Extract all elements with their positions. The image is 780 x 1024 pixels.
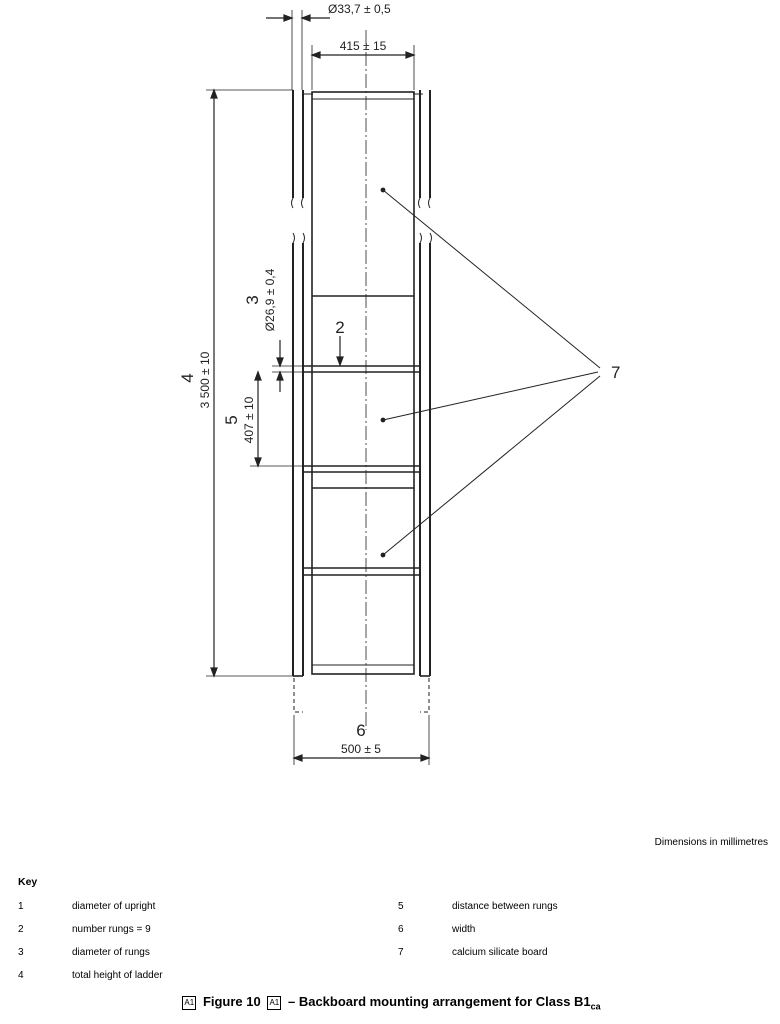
key-item-number: 7	[398, 947, 404, 958]
key-item-number: 3	[18, 947, 24, 958]
key-item-number: 5	[398, 901, 404, 912]
class-subscript: ca	[590, 1001, 601, 1012]
key-item-text: number rungs = 9	[72, 924, 151, 935]
inner-width-label: 415 ± 15	[339, 39, 387, 53]
key-item-text: distance between rungs	[452, 901, 558, 912]
key-item-number: 6	[398, 924, 404, 935]
key-item-number: 2	[18, 924, 24, 935]
callout-6: 6	[356, 721, 366, 740]
callout-4: 4	[178, 373, 197, 383]
key-item-text: diameter of rungs	[72, 947, 150, 958]
key-item-text: width	[452, 924, 476, 935]
figure-caption	[0, 994, 780, 1012]
rung-spacing-label: 407 ± 10	[242, 396, 256, 444]
key-item-text: calcium silicate board	[452, 947, 548, 958]
units-note: Dimensions in millimetres	[654, 837, 768, 848]
amendment-start-marker: A1	[182, 996, 196, 1010]
key-item-text: total height of ladder	[72, 970, 163, 981]
callout-3: 3	[243, 295, 262, 305]
key-item-text: diameter of upright	[72, 901, 156, 912]
upright-diameter-label: Ø33,7 ± 0,5	[328, 2, 391, 16]
figure-title: – Backboard mounting arrangement for Class B1	[287, 994, 591, 1009]
rung-diameter-label: Ø26,9 ± 0,4	[263, 268, 277, 332]
figure-number: Figure 10	[202, 994, 261, 1009]
total-height-label: 3 500 ± 10	[198, 351, 212, 409]
amendment-end-marker: A1	[267, 996, 281, 1010]
callout-2: 2	[335, 318, 345, 337]
key-item-number: 4	[18, 970, 24, 981]
callout-5: 5	[222, 415, 241, 425]
key-item-number: 1	[18, 901, 24, 912]
key-title: Key	[18, 876, 38, 888]
callout-7: 7	[611, 363, 621, 382]
outer-width-label: 500 ± 5	[341, 742, 381, 756]
